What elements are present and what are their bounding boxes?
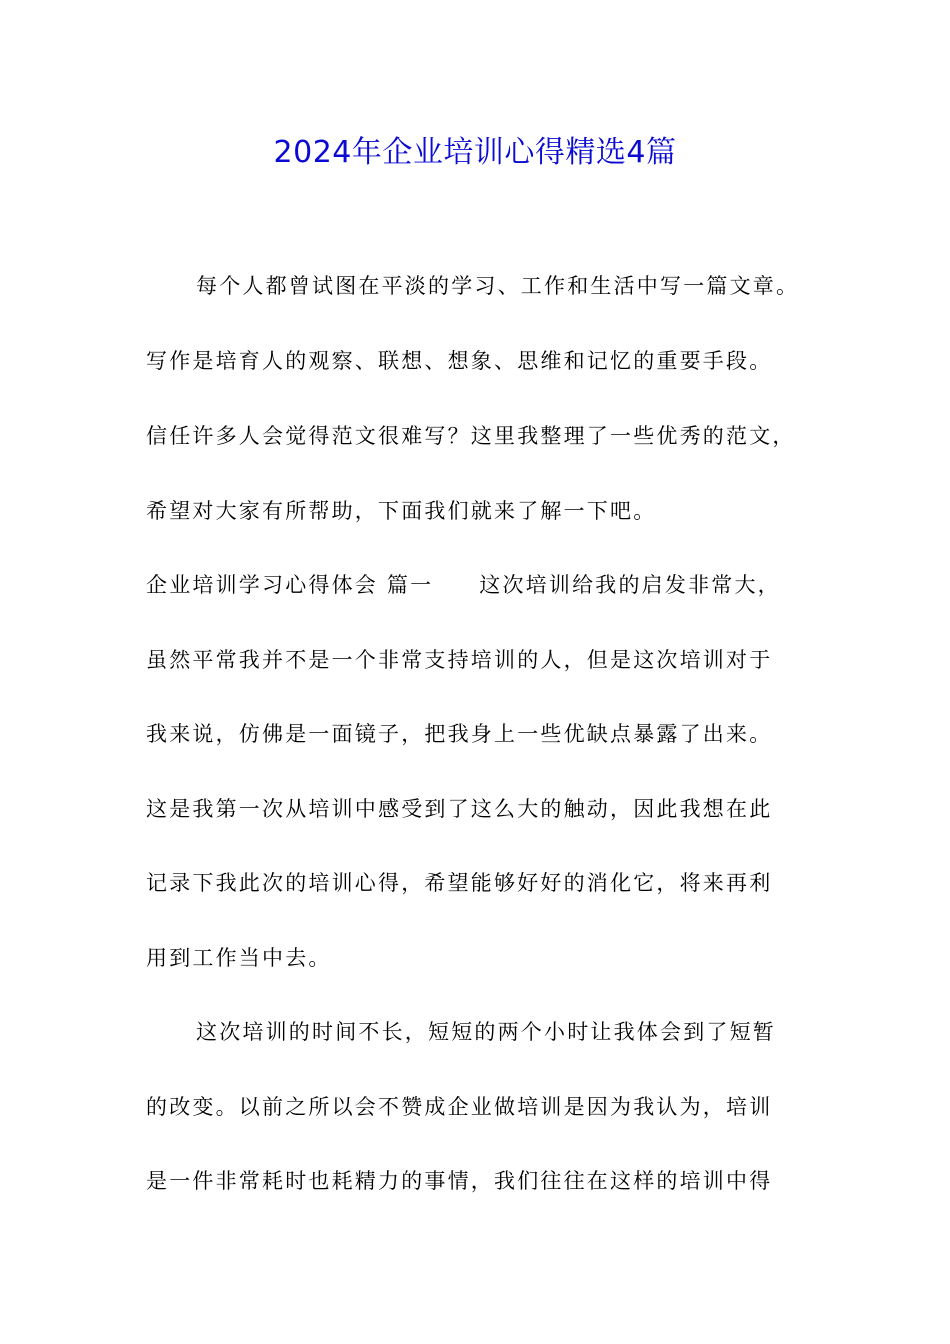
paragraph-line: 虽然平常我并不是一个非常支持培训的人，但是这次培训对于	[146, 648, 773, 672]
section-first-text: 这次培训给我的启发非常大，	[479, 573, 781, 597]
section-heading-line	[146, 570, 826, 600]
section-heading: 企业培训学习心得体会 篇一	[146, 573, 434, 597]
paragraph-line: 的改变。以前之所以会不赞成企业做培训是因为我认为，培训	[146, 1095, 773, 1119]
document-title: 2024年企业培训心得精选4篇	[273, 135, 677, 170]
paragraph-line: 信任许多人会觉得范文很难写？这里我整理了一些优秀的范文，	[146, 424, 796, 448]
paragraph-line: 写作是培育人的观察、联想、想象、思维和记忆的重要手段。	[146, 349, 773, 373]
paragraph-line: 希望对大家有所帮助，下面我们就来了解一下吧。	[146, 499, 657, 523]
paragraph-line: 用到工作当中去。	[146, 946, 332, 970]
paragraph-line: 是一件非常耗时也耗精力的事情，我们往往在这样的培训中得	[146, 1169, 773, 1193]
paragraph-line: 我来说，仿佛是一面镜子，把我身上一些优缺点暴露了出来。	[146, 722, 773, 746]
paragraph-line: 每个人都曾试图在平淡的学习、工作和生活中写一篇文章。	[196, 274, 800, 298]
paragraph-line: 记录下我此次的培训心得，希望能够好好的消化它，将来再利	[146, 871, 773, 895]
paragraph-line: 这是我第一次从培训中感受到了这么大的触动，因此我想在此	[146, 797, 773, 821]
paragraph-line: 这次培训的时间不长，短短的两个小时让我体会到了短暂	[196, 1020, 776, 1044]
